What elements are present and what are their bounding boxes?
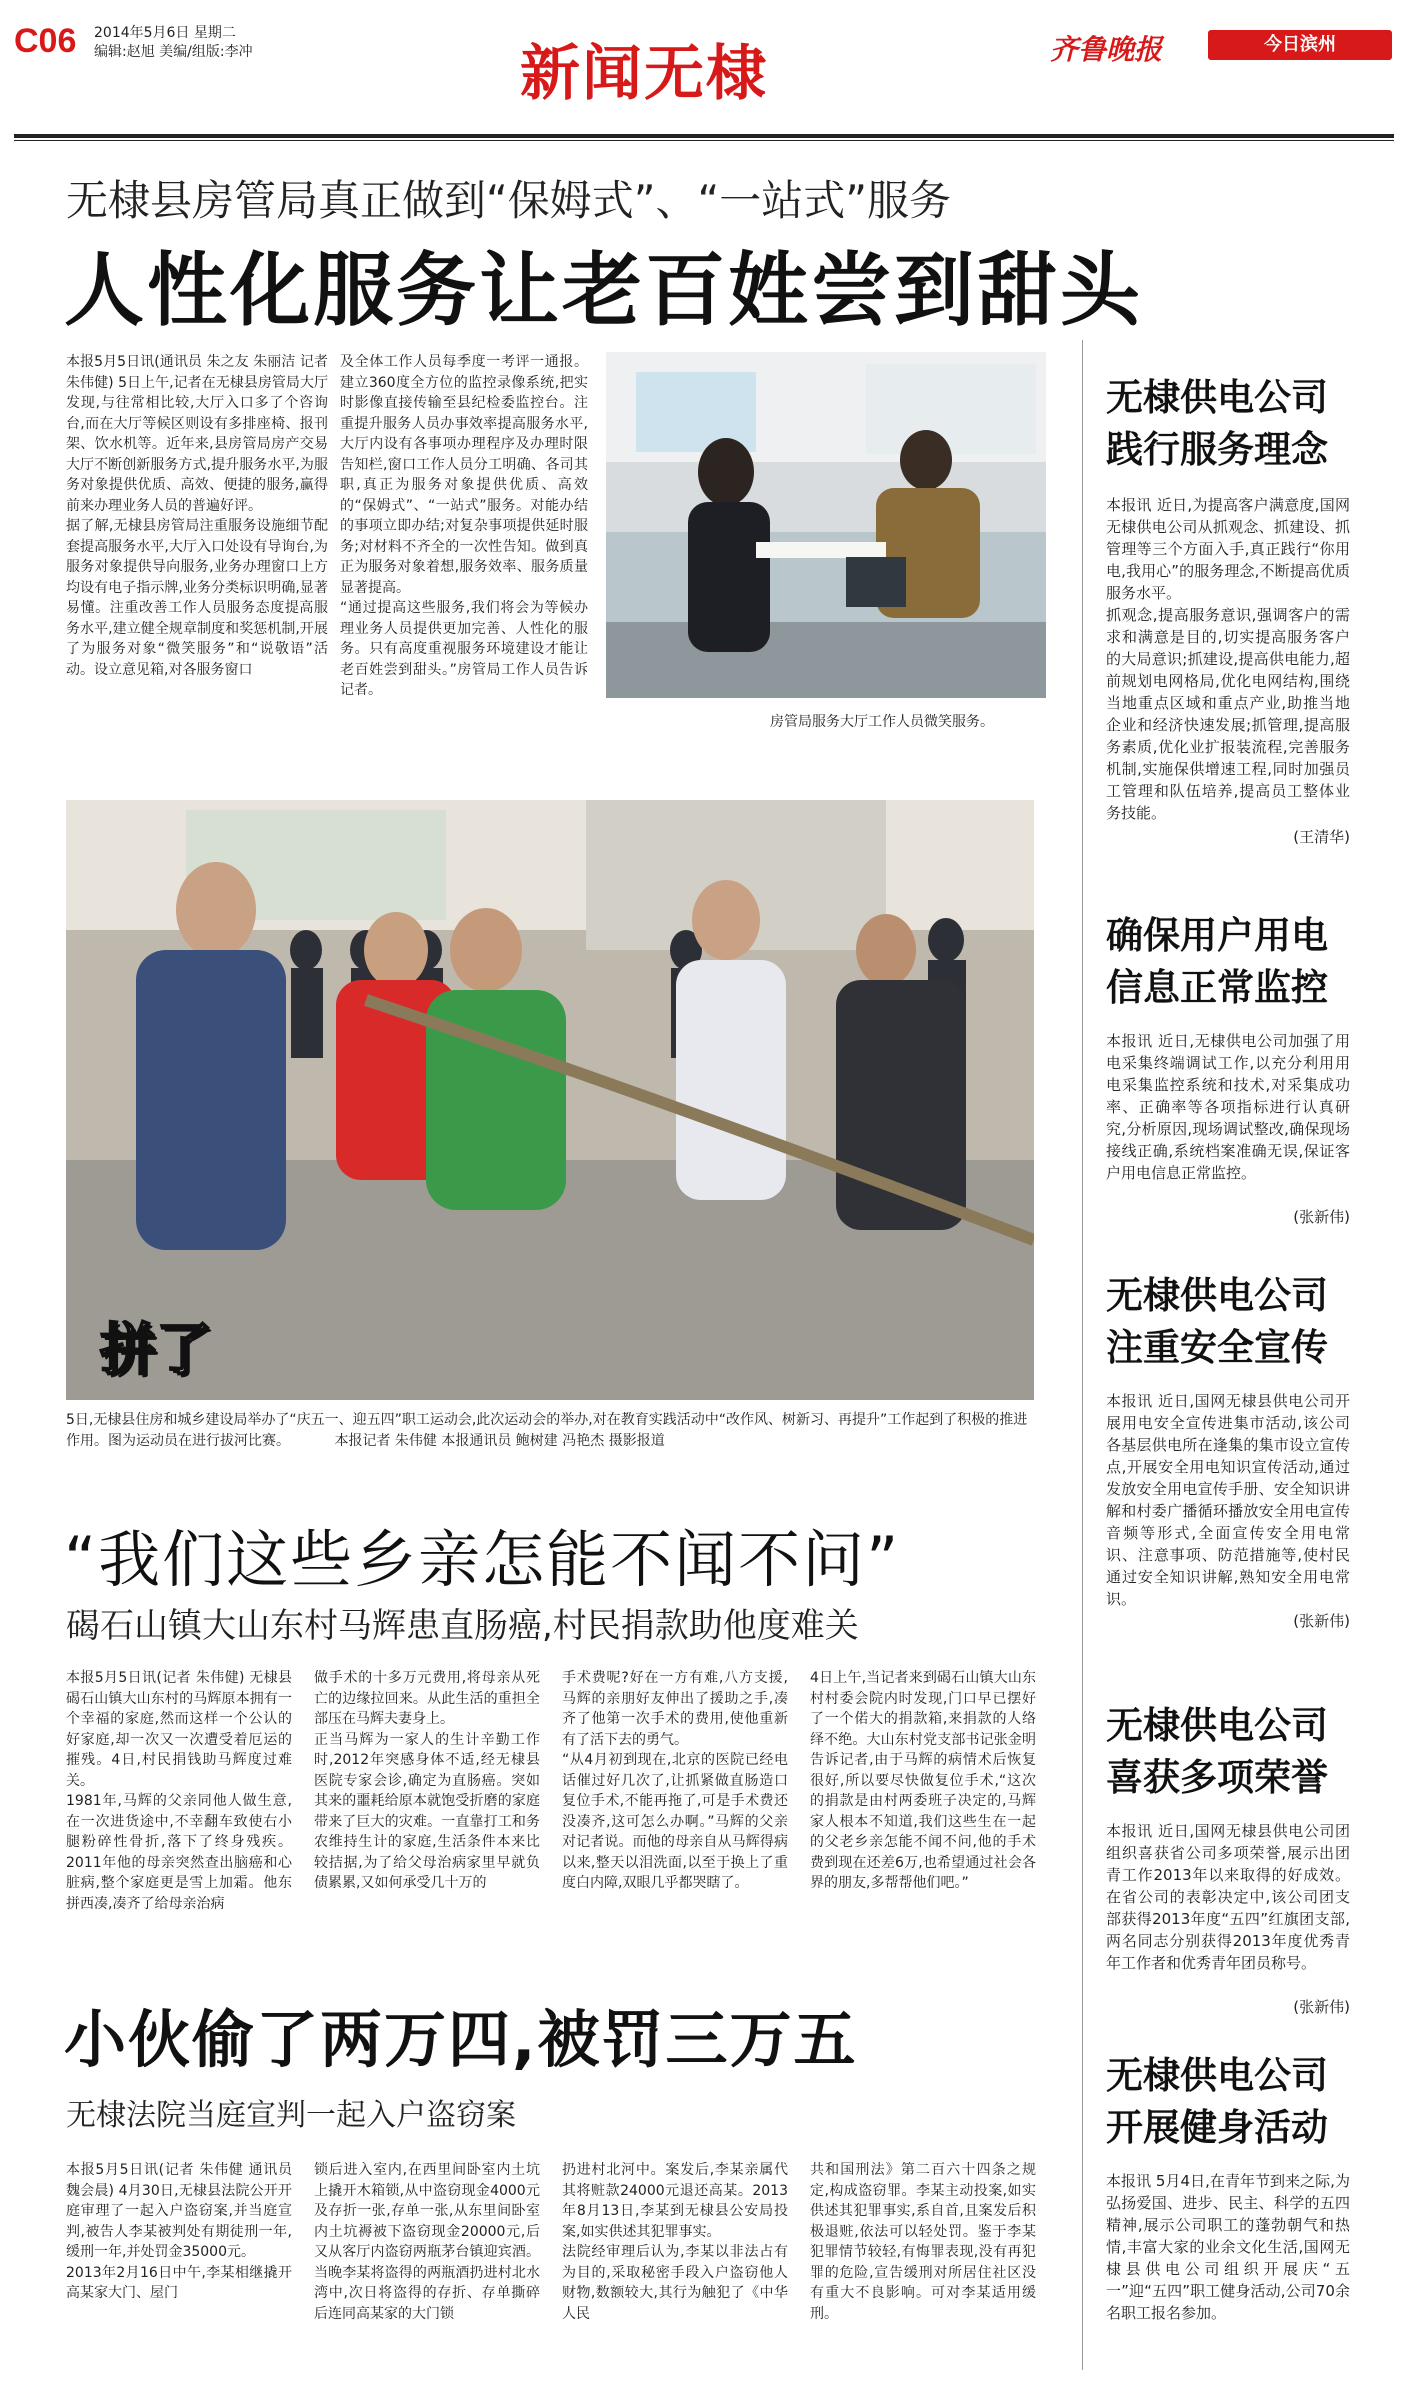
brief-signature: (张新伟) <box>1293 1998 1350 2016</box>
story3-column-4: 共和国刑法》第二百六十四条之规定,构成盗窃罪。李某主动投案,如实供述其犯罪事实,系自首,且案发后积极退赃,依法可以轻处罚。鉴于李某犯罪情节较轻,有悔罪表现,没有再犯罪的危险,宣告缓刑对所居住社区没有重大不良影响。可对李某适用缓刑。 <box>810 2162 1036 2322</box>
story2-column-3: 手术费呢?好在一方有难,八方支援,马辉的亲朋好友伸出了援助之手,凑齐了他第一次手术的费用,使他重新有了活下去的勇气。 “从4月初到现在,北京的医院已经电话催过好几次了,让抓紧做直肠造口复位手术,不能再拖了,可是手术费还没凑齐,这可怎么办啊。”马辉的父亲对记者说。而他的母亲自从马辉得病以来,整天以泪洗面,以至于换上了重度白内障,双眼几乎都哭瞎了。 <box>562 1670 788 1891</box>
story3-column-3: 扔进村北河中。案发后,李某亲属代其将赃款24000元退还高某。2013年8月13日,李某到无棣县公安局投案,如实供述其犯罪事实。 法院经审理后认为,李某以非法占有为目的,采取秘密手段入户盗窃他人财物,数额较大,其行为触犯了《中华人民 <box>562 2162 788 2322</box>
brief-body: 本报讯 近日,为提高客户满意度,国网无棣供电公司从抓观念、抓建设、抓管理等三个方面入手,真正践行“你用电,我用心”的服务理念,不断提高优质服务水平。 抓观念,提高服务意识,强调客户的需求和满意是目的,切实提高服务客户的大局意识;抓建设,提高供电能力,超前规划电网格局,优化电网结构,围绕当地重点区域和重点产业,助推当地企业和经济快速发展;抓管理,提高服务素质,优化业扩报装流程,完善服务机制,实施保供增速工程,同时加强员工管理和队伍培养,提高员工整体业务技能。 <box>1106 496 1350 822</box>
section-title: 新闻无棣 <box>520 39 768 109</box>
service-hall-illustration <box>606 352 1046 698</box>
brief-body: 本报讯 近日,无棣供电公司加强了用电采集终端调试工作,以充分利用用电采集监控系统和技术,对采集成功率、正确率等各项指标进行认真研究,分析原因,现场调试整改,确保现场接线正确,系统档案准确无误,保证客户用电信息正常监控。 <box>1106 1032 1350 1182</box>
photo-story-caption <box>66 1410 1034 1452</box>
story1-column-1: 本报5月5日讯(通讯员 朱之友 朱丽洁 记者 朱伟健) 5日上午,记者在无棣县房管局大厅发现,与往常相比较,大厅入口多了个咨询台,而在大厅等候区则设有多排座椅、报刊架、饮水机等。近年来,县房管局房产交易大厅不断创新服务方式,提升服务水平,为服务对象提供优质、高效、便捷的服务,赢得前来办理业务人员的普遍好评。 据了解,无棣县房管局注重服务设施细节配套提高服务水平,大厅入口处设有导询台,为服务对象提供导向服务,业务办理窗口上方均设有电子指示牌,业务分类标识明确,显著易懂。注重改善工作人员服务态度提高服务水平,建立健全规章制度和奖惩机制,开展了为服务对象“微笑服务”和“说敬语”活动。设立意见箱,对各服务窗口 <box>66 354 328 678</box>
photo-credit: 本报记者 朱伟健 本报通讯员 鲍树建 冯艳杰 摄影报道 <box>334 1433 665 1449</box>
story3-column-1: 本报5月5日讯(记者 朱伟健 通讯员 魏会晨) 4月30日,无棣县法院公开开庭审理了一起入户盗窃案,并当庭宣判,被告人李某被判处有期徒刑一年,缓刑一年,并处罚金35000元。 2013年2月16日中午,李某相继撬开高某家大门、屋门 <box>66 2162 292 2301</box>
editors-line: 编辑:赵旭 美编/组版:李冲 <box>94 44 253 60</box>
header-rule <box>14 134 1394 138</box>
photo-overlay-label: 拼了 <box>100 1318 212 1383</box>
brief-title-line-1: 无棣供电公司 <box>1106 2054 1328 2097</box>
tug-of-war-photo <box>66 800 1034 1400</box>
story1-headline: 人性化服务让老百姓尝到甜头 <box>64 244 1143 337</box>
column-divider <box>1082 340 1083 2370</box>
sidebar-brief-4 <box>1106 1700 1350 2017</box>
sidebar-brief-2 <box>1106 910 1350 1227</box>
edition-tag: 今日滨州 <box>1208 30 1392 60</box>
photo-caption-text: 5日,无棣县住房和城乡建设局举办了“庆五一、迎五四”职工运动会,此次运动会的举办,对在教育实践活动中“改作风、树新习、再提升”工作起到了积极的推进作用。图为运动员在进行拔河比赛。 <box>66 1412 1028 1449</box>
story2-column-2: 做手术的十多万元费用,将母亲从死亡的边缘拉回来。从此生活的重担全部压在马辉夫妻身上。 正当马辉为一家人的生计辛勤工作时,2012年突感身体不适,经无棣县医院专家会诊,确定为直肠癌。突如其来的噩耗给原本就饱受折磨的家庭带来了巨大的灾难。一直靠打工和务农维持生计的家庭,生活条件本来比较拮据,为了给父母治病家里早就负债累累,又如何承受几十万的 <box>314 1670 540 1891</box>
story3-headline: 小伙偷了两万四,被罚三万五 <box>64 2003 858 2076</box>
brief-title-line-1: 无棣供电公司 <box>1106 1704 1328 1747</box>
story1-kicker: 无棣县房管局真正做到“保姆式”、“一站式”服务 <box>66 176 952 225</box>
brief-title-line-2: 践行服务理念 <box>1106 428 1328 471</box>
header-rule-thin <box>14 140 1394 141</box>
brief-title-line-1: 无棣供电公司 <box>1106 376 1328 419</box>
brief-title-line-2: 喜获多项荣誉 <box>1106 1756 1328 1799</box>
brief-title-line-2: 信息正常监控 <box>1106 966 1328 1009</box>
brief-signature: (张新伟) <box>1293 1612 1350 1630</box>
sidebar-brief-3 <box>1106 1270 1350 1631</box>
date-line: 2014年5月6日 星期二 <box>94 25 236 41</box>
sidebar-brief-5 <box>1106 2050 1350 2346</box>
brief-body: 本报讯 近日,国网无棣县供电公司开展用电安全宣传进集市活动,该公司各基层供电所在逢集的集市设立宣传点,开展安全用电知识宣传活动,通过发放安全用电宣传手册、安全知识讲解和村委广播循环播放安全用电宣传音频等形式,全面宣传安全用电常识、注意事项、防范措施等,使村民通过安全知识讲解,熟知安全用电常识。 <box>1106 1392 1350 1608</box>
brief-body: 本报讯 5月4日,在青年节到来之际,为弘扬爱国、进步、民主、科学的五四精神,展示公司职工的蓬勃朝气和热情,丰富大家的业余文化生活,国网无棣县供电公司组织开展庆“五一”迎“五四”职工健身活动,公司70余名职工报名参加。 <box>1106 2172 1350 2322</box>
story2-subhead: 碣石山镇大山东村马辉患直肠癌,村民捐款助他度难关 <box>66 1606 859 1646</box>
brief-title-line-1: 确保用户用电 <box>1106 914 1328 957</box>
brief-body: 本报讯 近日,国网无棣县供电公司团组织喜获省公司多项荣誉,展示出团青工作2013年以来取得的好成效。在省公司的表彰决定中,该公司团支部获得2013年度“五四”红旗团支部,两名同志分别获得2013年度优秀青年工作者和优秀青年团员称号。 <box>1106 1822 1350 1972</box>
brief-signature: (王清华) <box>1293 828 1350 846</box>
sidebar-brief-1 <box>1106 372 1350 847</box>
brief-signature: (张新伟) <box>1293 1208 1350 1226</box>
page-number: C06 <box>14 22 77 60</box>
story3-column-2: 锁后进入室内,在西里间卧室内土坑上撬开木箱锁,从中盗窃现金4000元及存折一张,存单一张,从东里间卧室内土坑褥被下盗窃现金20000元,后又从客厅内盗窃两瓶茅台镇迎宾酒。当晚李某将盗得的两瓶酒扔进村北水湾中,次日将盗得的存折、存单撕碎后连同高某家的大门锁 <box>314 2162 540 2322</box>
brief-title-line-2: 开展健身活动 <box>1106 2106 1328 2149</box>
brief-title-line-2: 注重安全宣传 <box>1106 1326 1328 1369</box>
service-hall-photo <box>606 352 1046 698</box>
brief-title-line-1: 无棣供电公司 <box>1106 1274 1328 1317</box>
story3-subhead: 无棣法院当庭宣判一起入户盗窃案 <box>66 2098 516 2133</box>
story2-column-1: 本报5月5日讯(记者 朱伟健) 无棣县碣石山镇大山东村的马辉原本拥有一个幸福的家庭,然而这样一个公认的好家庭,却一次又一次遭受着厄运的摧残。4日,村民捐钱助马辉度过难关。 1981年,马辉的父亲同他人做生意,在一次进货途中,不幸翻车致使右小腿粉碎性骨折,落下了终身残疾。2011年他的母亲突然查出脑癌和心脏病,整个家庭更是雪上加霜。他东拼西凑,凑齐了给母亲治病 <box>66 1670 292 1912</box>
header-meta <box>94 24 253 62</box>
story2-headline: “我们这些乡亲怎能不闻不问” <box>64 1523 901 1596</box>
newspaper-brand-logo: 齐鲁晚报 <box>1050 33 1163 66</box>
story2-column-4: 4日上午,当记者来到碣石山镇大山东村村委会院内时发现,门口早已摆好了一个偌大的捐款箱,来捐款的人络绎不绝。大山东村党支部书记张金明告诉记者,由于马辉的病情术后恢复很好,所以要尽快做复位手术,“这次的捐款是由村两委班子决定的,马辉家人根本不知道,我们这些生在一起的父老乡亲怎能不闻不问,他的手术费到现在还差6万,也希望通过社会各界的朋友,多帮帮他们吧。” <box>810 1670 1036 1891</box>
story1-photo-caption: 房管局服务大厅工作人员微笑服务。 <box>770 714 994 730</box>
story1-column-2: 及全体工作人员每季度一考评一通报。建立360度全方位的监控录像系统,把实时影像直接传输至县纪检委监控台。注重提升服务人员办事效率提高服务水平,大厅内设有各事项办理程序及办理时限告知栏,窗口工作人员分工明确、各司其职,真正为服务对象提供优质、高效的“保姆式”、“一站式”服务。对能办结的事项立即办结;对复杂事项提供延时服务;对材料不齐全的一次性告知。做到真正为服务对象着想,服务效率、服务质量显著提高。 “通过提高这些服务,我们将会为等候办理业务人员提供更加完善、人性化的服务。只有高度重视服务环境建设才能让老百姓尝到甜头。”房管局工作人员告诉记者。 <box>340 354 588 698</box>
